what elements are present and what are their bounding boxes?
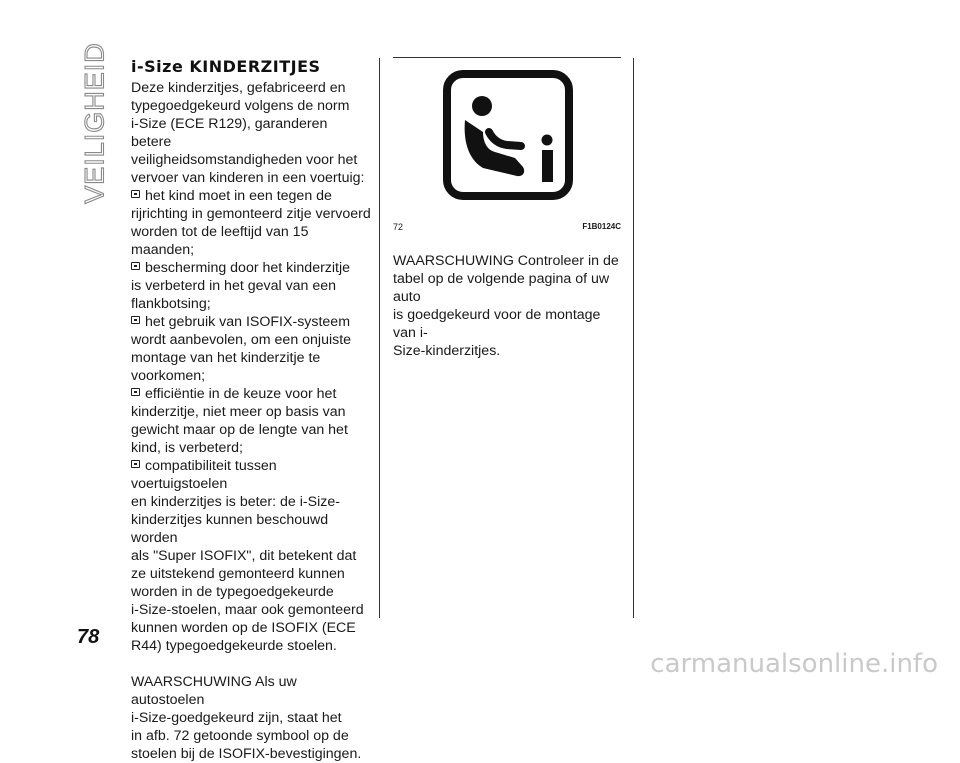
list-item-text: efficiëntie in de keuze voor het: [145, 386, 337, 402]
figure-caption: [393, 222, 621, 232]
list-item-text: het kind moet in een tegen de: [145, 188, 332, 204]
list-item-text: kinderzitjes kunnen beschouwd worden: [131, 512, 329, 546]
figure-code: F1B0124C: [582, 222, 621, 231]
list-item-text: is verbeterd in het geval van een: [131, 278, 337, 294]
bullet-icon: [131, 388, 140, 396]
warning-paragraph: [131, 673, 371, 763]
list-item-text: i-Size-stoelen, maar ook gemonteerd: [131, 602, 364, 618]
page-number: 78: [77, 626, 100, 648]
section-tab: [78, 42, 112, 204]
list-item-text: voorkomen;: [131, 368, 206, 384]
column-divider: [379, 58, 380, 618]
list-item-text: ze uitstekend gemonteerd kunnen: [131, 566, 345, 582]
list-item-text: en kinderzitjes is beter: de i-Size-: [131, 494, 340, 510]
list-item-text: worden tot de leeftijd van 15 maanden;: [131, 224, 309, 258]
list-item-text: kunnen worden op de ISOFIX (ECE: [131, 620, 356, 636]
warning-line: WAARSCHUWING Controleer in de: [393, 253, 619, 269]
section-title: i-Size KINDERZITJES: [131, 57, 321, 76]
warning-line: Size-kinderzitjes.: [393, 343, 501, 359]
column-divider: [633, 58, 634, 618]
list-item: [131, 385, 371, 457]
warning-line: in afb. 72 getoonde symbool op de: [131, 728, 349, 744]
warning-line: WAARSCHUWING Als uw autostoelen: [131, 674, 297, 708]
list-item-text: rijrichting in gemonteerd zitje vervoerd: [131, 206, 371, 222]
right-column: [393, 57, 621, 360]
intro-line: vervoer van kinderen in een voertuig:: [131, 170, 365, 186]
list-item-text: montage van het kinderzitje te: [131, 350, 321, 366]
watermark: carmanualsonline.info: [650, 649, 938, 679]
intro-line: Deze kinderzitjes, gefabriceerd en: [131, 80, 346, 96]
warning-line: is goedgekeurd voor de montage van i-: [393, 307, 601, 341]
list-item-text: worden in de typegoedgekeurde: [131, 584, 334, 600]
figure-number: 72: [393, 222, 404, 232]
intro-line: typegoedgekeurd volgens de norm: [131, 98, 350, 114]
list-item-text: het gebruik van ISOFIX-systeem: [145, 314, 351, 330]
warning-paragraph: [393, 252, 621, 360]
intro-line: veiligheidsomstandigheden voor het: [131, 152, 358, 168]
bullet-icon: [131, 190, 140, 198]
section-tab-label: VEILIGHEID: [79, 42, 110, 204]
list-item-text: kinderzitje, niet meer op basis van: [131, 404, 346, 420]
list-item-text: bescherming door het kinderzitje: [145, 260, 351, 276]
warning-line: i-Size-goedgekeurd zijn, staat het: [131, 710, 342, 726]
figure: [393, 58, 621, 208]
list-item: [131, 313, 371, 385]
list-item: [131, 187, 371, 259]
list-item-text: als "Super ISOFIX", dit betekent dat: [131, 548, 357, 564]
bullet-icon: [131, 460, 140, 468]
left-column: [131, 57, 371, 763]
list-item-text: gewicht maar op de lengte van het: [131, 422, 348, 438]
list-item: [131, 457, 371, 655]
warning-line: stoelen bij de ISOFIX-bevestigingen.: [131, 746, 362, 762]
bullet-icon: [131, 316, 140, 324]
intro-paragraph: [131, 79, 371, 187]
warning-line: tabel op de volgende pagina of uw auto: [393, 271, 610, 305]
list-item-text: flankbotsing;: [131, 296, 211, 312]
list-item-text: kind, is verbeterd;: [131, 440, 243, 456]
list-item: [131, 259, 371, 313]
intro-line: i-Size (ECE R129), garanderen betere: [131, 116, 328, 150]
list-item-text: wordt aanbevolen, om een onjuiste: [131, 332, 352, 348]
list-item-text: R44) typegoedgekeurde stoelen.: [131, 638, 337, 654]
bullet-icon: [131, 262, 140, 270]
i-size-child-seat-icon: [443, 70, 573, 200]
list-item-text: compatibiliteit tussen voertuigstoelen: [131, 458, 277, 492]
